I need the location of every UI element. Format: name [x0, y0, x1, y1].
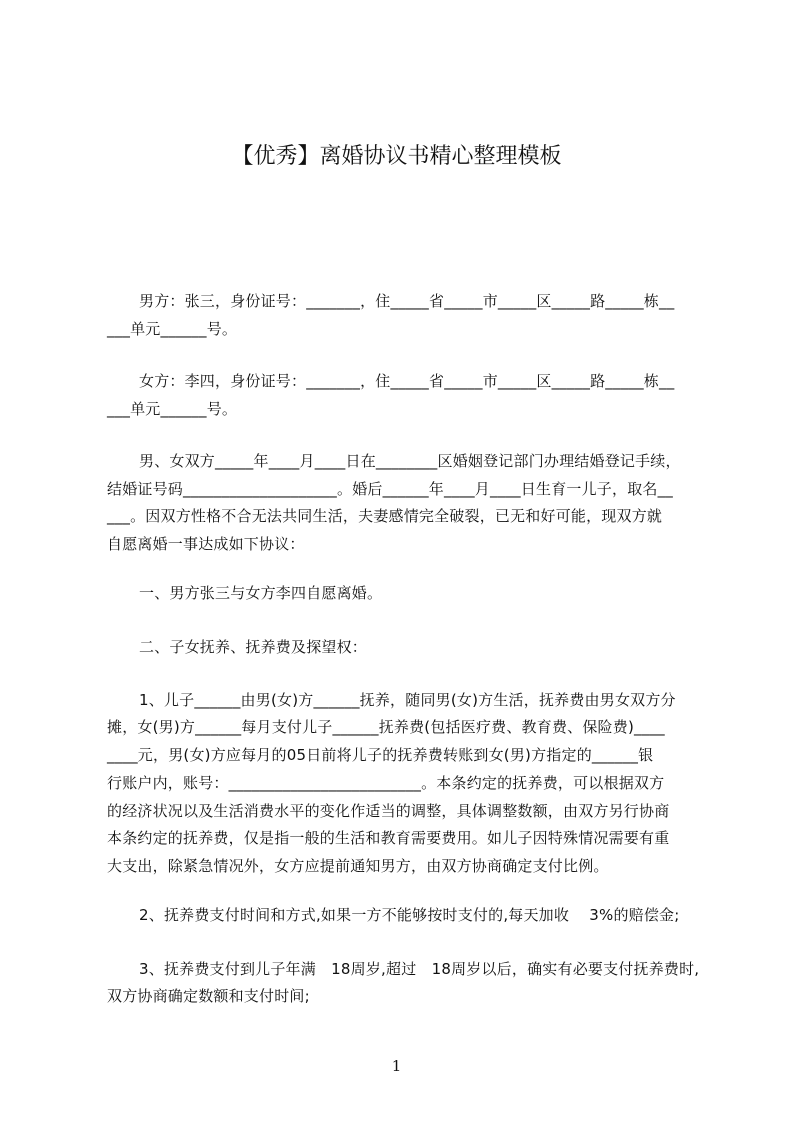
paragraph-line: 女方：李四，身份证号：_______，住_____省_____市_____区_____路_____栋__ [139, 372, 675, 390]
paragraph-line: 的经济状况以及生活消费水平的变化作适当的调整，具体调整数额，由双方另行协商 [107, 802, 670, 820]
paragraph-line: 1、儿子______由男(女)方______抚养，随同男(女)方生活，抚养费由男女双方分 [139, 691, 676, 709]
document-title: 【优秀】离婚协议书精心整理模板 [231, 144, 562, 169]
paragraph-line: ___单元______号。 [107, 400, 238, 418]
paragraph-line: 自愿离婚一事达成如下协议： [107, 535, 305, 553]
paragraph-line: ____元，男(女)方应每月的05日前将儿子的抚养费转账到女(男)方指定的______银 [107, 746, 654, 764]
paragraph-line: 2、抚养费支付时间和方式,如果一方不能够按时支付的,每天加收 3%的赔偿金; [139, 906, 680, 924]
paragraph-line: 男、女双方_____年____月____日在________区婚姻登记部门办理结婚登记手续， [139, 452, 681, 470]
paragraph-line: ___单元______号。 [107, 320, 238, 338]
paragraph-line: ___。因双方性格不合无法共同生活，夫妻感情完全破裂，已无和好可能，现双方就 [107, 507, 663, 525]
paragraph-line: 大支出，除紧急情况外，女方应提前通知男方，由双方协商确定支付比例。 [107, 857, 609, 875]
paragraph-line: 行账户内，账号：_________________________。本条约定的抚养费，可以根据双方 [107, 774, 665, 792]
paragraph-line: 3、抚养费支付到儿子年满 18周岁,超过 18周岁以后，确实有必要支付抚养费时, [139, 960, 700, 978]
paragraph-line: 双方协商确定数额和支付时间; [107, 987, 310, 1005]
paragraph-line: 男方：张三，身份证号：_______，住_____省_____市_____区_____路_____栋__ [139, 292, 675, 310]
paragraph-line: 本条约定的抚养费，仅是指一般的生活和教育需要费用。如儿子因特殊情况需要有重 [107, 829, 670, 847]
paragraph-line: 结婚证号码____________________。婚后______年____月____日生育一儿子，取名__ [107, 480, 674, 498]
paragraph-line: 二、子女抚养、抚养费及探望权： [139, 638, 368, 656]
paragraph-line: 摊，女(男)方______每月支付儿子______抚养费(包括医疗费、教育费、保险费)____ [107, 718, 665, 736]
paragraph-line: 一、男方张三与女方李四自愿离婚。 [139, 584, 383, 602]
page-number: 1 [391, 1057, 402, 1075]
